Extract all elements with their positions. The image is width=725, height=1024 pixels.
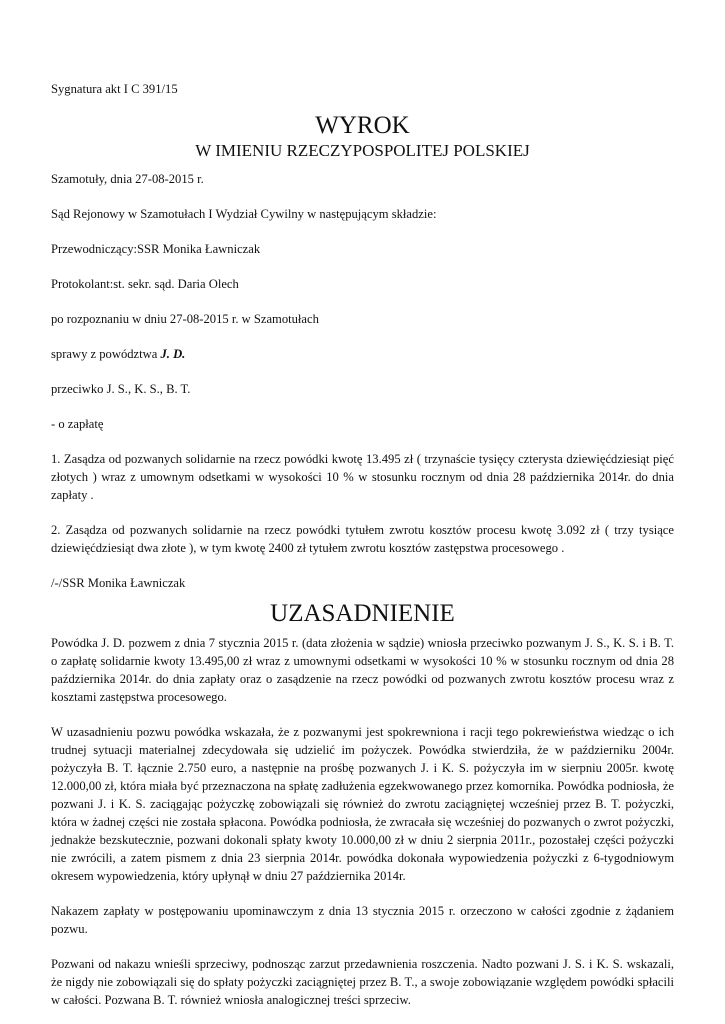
document-subtitle: W IMIENIU RZECZYPOSPOLITEJ POLSKIEJ [195,141,530,160]
case-prefix: sprawy z powództwa [51,347,161,361]
signature: /-/SSR Monika Ławniczak [51,576,186,590]
case-number: Sygnatura akt I C 391/15 [51,82,178,96]
subject-line: - o zapłatę [51,417,104,431]
case-line [51,345,674,363]
justification-paragraph: Nakazem zapłaty w postępowaniu upominawczym z dnia 13 stycznia 2015 r. orzeczono w całości zgodnie z żądaniem pozwu. [51,904,674,936]
defendants-line: przeciwko J. S., K. S., B. T. [51,382,191,396]
justification-paragraph: Powódka J. D. pozwem z dnia 7 stycznia 2015 r. (data złożenia w sądzie) wniosła przeciwko pozwanym J. S., K. S. i B. T. o zapłatę solidarnie kwoty 13.495,00 zł wraz z umownymi odsetkami w wysokości 10 % w stosunku rocznym od dnia 28 października 2014r. do dnia zapłaty oraz o zasądzenie na rzecz powódki od pozwanych zwrotu kosztów procesu wraz z kosztami zastępstwa procesowego. [51,636,674,704]
justification-heading: UZASADNIENIE [270,600,455,627]
plaintiff-name: J. D. [160,347,186,361]
justification-paragraph: Pozwani od nakazu wnieśli sprzeciwy, podnosząc zarzut przedawnienia roszczenia. Nadto pozwani J. S. i K. S. wskazali, że nigdy nie zobowiązali się do spłaty pożyczki zaciągniętej przez B. T., a swoje zobowiązanie względem powódki spłacili w całości. Pozwana B. T. również wniosła analogicznej treści sprzeciw. [51,957,674,1007]
justification-paragraph: W uzasadnieniu pozwu powódka wskazała, że z pozwanymi jest spokrewniona i racji tego pokrewieństwa wiedząc o ich trudnej sytuacji materialnej zdecydowała się udzielić im pożyczek. Powódka stwierdziła, że w październiku 2004r. pożyczyła B. T. łącznie 2.750 euro, a następnie na prośbę pozwanych J. i K. S. pożyczyła im w sierpniu 2005r. kwotę 12.000,00 zł, która miała być przeznaczona na spłatę zadłużenia egzekwowanego przez komornika. Powódka podniosła, że pozwani J. i K. S. zaciągając pożyczkę zobowiązali się również do zwrotu zaciągniętej wcześniej przez B. T. pożyczki, która w żadnej części nie została spłacona. Powódka podniosła, że zwracała się wcześniej do pozwanych o zwrot pożyczki, jednakże bezskutecznie, pozwani dokonali spłaty kwoty 10.000,00 zł w dniu 2 sierpnia 2011r., pozostałej części pożyczki nie zwrócili, a zatem pismem z dnia 23 sierpnia 2014r. powódka dokonała wypowiedzenia pożyczki z 6-tygodniowym okresem wypowiedzenia, który upłynął w dniu 27 października 2014r. [51,725,674,883]
hearing-line: po rozpoznaniu w dniu 27-08-2015 r. w Szamotułach [51,312,319,326]
judgment-document [51,80,674,1009]
court-clerk: Protokolant:st. sekr. sąd. Daria Olech [51,277,239,291]
date-line: Szamotuły, dnia 27-08-2015 r. [51,172,204,186]
document-title: WYROK [315,112,410,139]
court-line: Sąd Rejonowy w Szamotułach I Wydział Cywilny w następującym składzie: [51,207,437,221]
ruling-2: 2. Zasądza od pozwanych solidarnie na rzecz powódki tytułem zwrotu kosztów procesu kwotę 3.092 zł ( trzy tysiące dziewięćdziesiąt dwa złote ), w tym kwotę 2400 zł tytułem zwrotu kosztów zastępstwa procesowego . [51,523,674,555]
presiding-judge: Przewodniczący:SSR Monika Ławniczak [51,242,261,256]
ruling-1: 1. Zasądza od pozwanych solidarnie na rzecz powódki kwotę 13.495 zł ( trzynaście tysięcy czterysta dziewięćdziesiąt pięć złotych ) wraz z umownym odsetkami w wysokości 10 % w stosunku rocznym od dnia 28 października 2014r. do dnia zapłaty . [51,452,674,502]
